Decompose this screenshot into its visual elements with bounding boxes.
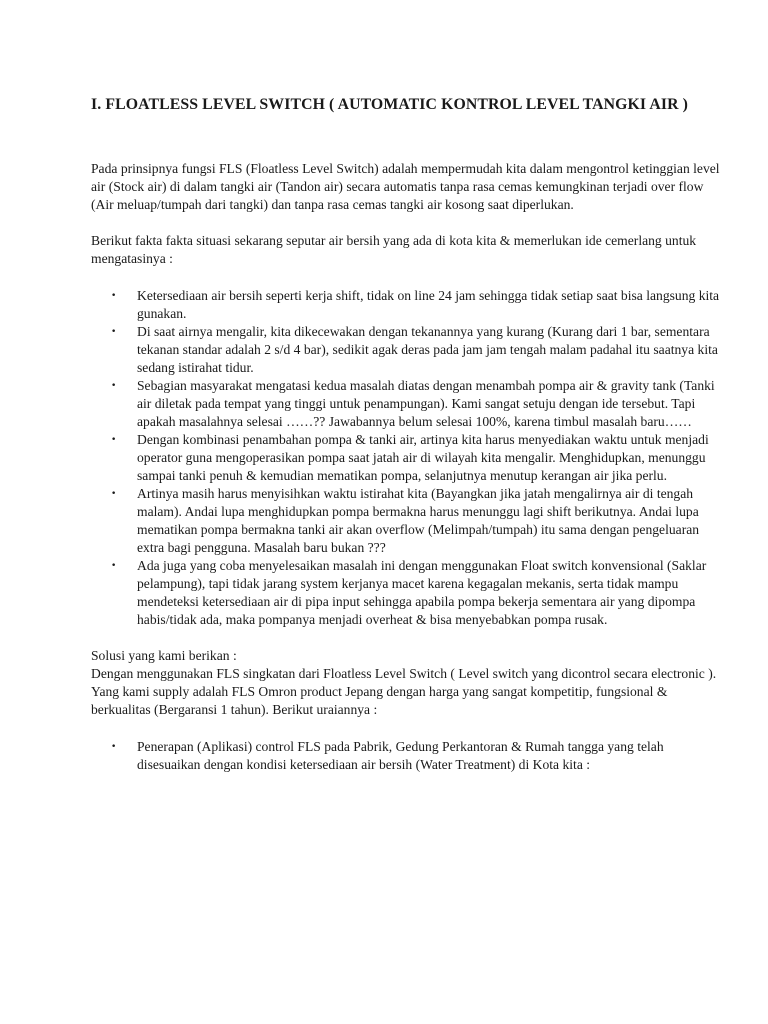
- solution-paragraph: Dengan menggunakan FLS singkatan dari Floatless Level Switch ( Level switch yang dicontrol secara electronic ). Yang kami supply adalah FLS Omron product Jepang dengan harga yang sangat kompetitip, fungsional & berkualitas (Bergaransi 1 tahun). Berikut uraiannya :: [91, 666, 717, 717]
- list-item: [91, 287, 728, 323]
- list-item: [91, 377, 728, 431]
- bullet-icon: •: [111, 742, 117, 752]
- list-item: [91, 485, 728, 557]
- bullet-icon: •: [111, 435, 117, 445]
- list-item-text: Ada juga yang coba menyelesaikan masalah ini dengan menggunakan Float switch konvensional (Saklar pelampung), tapi tidak jarang system kerjanya macet karena kegagalan mekanis, serta tidak mampu mendeteksi ketersediaan air di pipa input sehingga apabila pompa bekerja sementara air yang dipompa habis/tidak ada, maka pompanya menjadi overheat & bisa menyebabkan pompa rusak.: [137, 558, 707, 627]
- list-item-text: Di saat airnya mengalir, kita dikecewakan dengan tekanannya yang kurang (Kurang dari 1 bar, sementara tekanan standar adalah 2 s/d 4 bar), sedikit agak deras pada jam jam tengah malam padahal itu saatnya kita sedang istirahat tidur.: [137, 324, 718, 375]
- bullet-icon: •: [111, 327, 117, 337]
- facts-intro-paragraph: Berikut fakta fakta situasi sekarang seputar air bersih yang ada di kota kita & memerlukan ide cemerlang untuk mengatasinya :: [91, 233, 697, 266]
- list-item: [91, 431, 728, 485]
- bullet-icon: •: [111, 381, 117, 391]
- list-item-text: Sebagian masyarakat mengatasi kedua masalah diatas dengan menambah pompa air & gravity tank (Tanki air diletak pada tempat yang tinggi untuk penampungan). Kami sangat setuju dengan ide tersebut. Tapi apakah masalahnya selesai ……?? Jawabannya belum selesai 100%, karena timbul masalah baru……: [137, 378, 715, 429]
- applications-list: [91, 738, 728, 774]
- bullet-icon: •: [111, 489, 117, 499]
- intro-paragraph: Pada prinsipnya fungsi FLS (Floatless Level Switch) adalah mempermudah kita dalam mengontrol ketinggian level air (Stock air) di dalam tangki air (Tandon air) secara automatis tanpa rasa cemas kemungkinan terjadi over flow (Air meluap/tumpah dari tangki) dan tanpa rasa cemas tangki air kosong saat diperlukan.: [91, 161, 720, 212]
- facts-list: [91, 287, 728, 629]
- list-item-text: Ketersediaan air bersih seperti kerja shift, tidak on line 24 jam sehingga tidak setiap saat bisa langsung kita gunakan.: [137, 288, 720, 321]
- list-item-text: Dengan kombinasi penambahan pompa & tanki air, artinya kita harus menyediakan waktu untuk menjadi operator guna mengoperasikan pompa saat jatah air di wilayah kita mengalir. Menghidupkan, menunggu sampai tanki penuh & kemudian mematikan pompa, selanjutnya menutup kerangan air jika perlu.: [137, 432, 709, 483]
- document-title: I. FLOATLESS LEVEL SWITCH ( AUTOMATIC KONTROL LEVEL TANGKI AIR ): [91, 96, 689, 113]
- list-item-text: Penerapan (Aplikasi) control FLS pada Pabrik, Gedung Perkantoran & Rumah tangga yang telah disesuaikan dengan kondisi ketersediaan air bersih (Water Treatment) di Kota kita :: [137, 739, 664, 772]
- list-item: [91, 557, 728, 629]
- list-item-text: Artinya masih harus menyisihkan waktu istirahat kita (Bayangkan jika jatah mengalirnya air di tengah malam). Andai lupa menghidupkan pompa bermakna harus menunggu lagi shift berikutnya. Andai lupa mematikan pompa bermakna tanki air akan overflow (Melimpah/tumpah) itu sama dengan pengeluaran extra bagi pengguna. Masalah baru bukan ???: [137, 486, 700, 555]
- bullet-icon: •: [111, 561, 117, 571]
- bullet-icon: •: [111, 291, 117, 301]
- list-item: [91, 323, 728, 377]
- list-item: [91, 738, 728, 774]
- solution-heading: Solusi yang kami berikan :: [91, 648, 237, 663]
